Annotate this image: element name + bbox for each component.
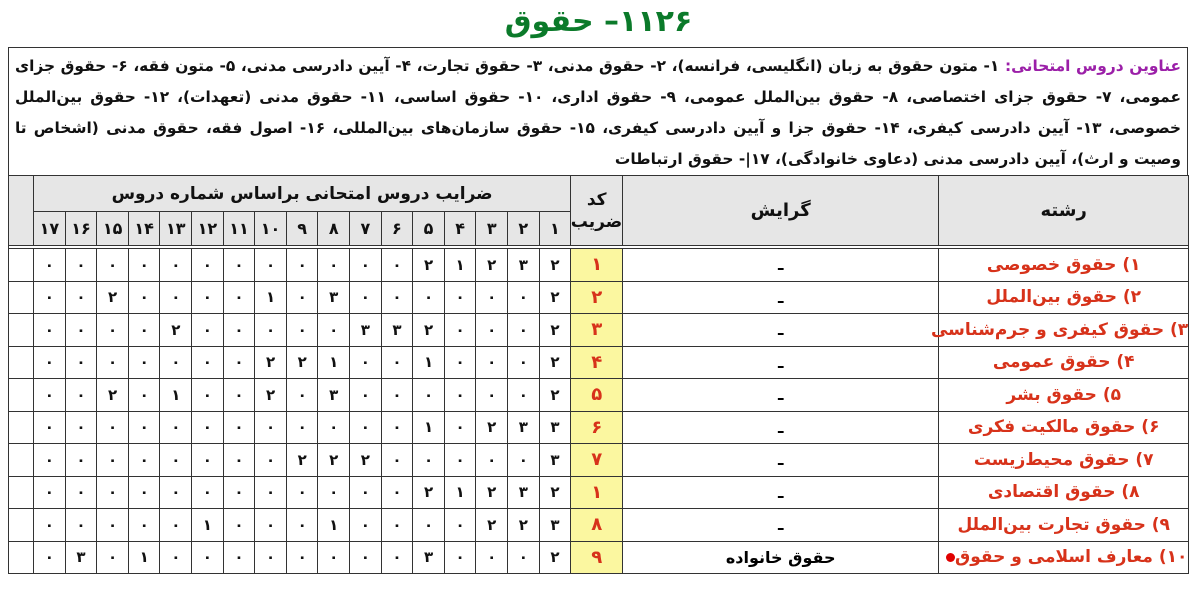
coef-cell-7: ٠ bbox=[350, 476, 382, 509]
field-name bbox=[930, 314, 1189, 347]
table-row bbox=[9, 379, 1189, 412]
coef-cell-2: ۳ bbox=[508, 249, 540, 282]
coef-cell-7: ٠ bbox=[350, 411, 382, 444]
intro-text: ۱- متون حقوق به زبان (انگلیسی، فرانسه)، ۲- حقوق مدنی، ۳- حقوق تجارت، ۴- آیین دادرسی مدنی، ۵- متون فقه، ۶- حقوق جزای عمومی، ۷- حقوق جزای اختصاصی، ۸- حقوق بین‌الملل عمومی، ۹- حقوق اداری، ۱۰- حقوق اساسی، ۱۱- حقوق مدنی (تعهدات)، ۱۲- حقوق بین‌الملل خصوصی، ۱۳- آیین دادرسی کیفری، ۱۴- حقوق جزا و آیین دادرسی کیفری، ۱۵- حقوق سازمان‌های بین‌المللی، ۱۶- اصول فقه، حقوق مدنی (اشخاص تا وصیت و ارث)، آیین دادرسی مدنی (دعاوی خانوادگی)، ۱۷|- حقوق ارتباطات bbox=[15, 57, 1181, 168]
coef-cell-5: ٠ bbox=[413, 444, 445, 477]
coef-cell-5: ۱ bbox=[413, 346, 445, 379]
coef-cell-11: ٠ bbox=[223, 444, 255, 477]
coef-cell-7: ٠ bbox=[350, 379, 382, 412]
branch-name: ـ bbox=[623, 444, 939, 477]
table-row bbox=[9, 346, 1189, 379]
coef-cell-4: ٠ bbox=[444, 444, 476, 477]
exam-courses-intro bbox=[8, 47, 1188, 175]
course-number-6: ۶ bbox=[381, 212, 413, 246]
branch-name: ـ bbox=[623, 346, 939, 379]
coef-cell-13: ۱ bbox=[160, 379, 192, 412]
coef-cell-4: ٠ bbox=[444, 411, 476, 444]
coef-cell-3: ٠ bbox=[476, 314, 508, 347]
empty-cell bbox=[9, 411, 34, 444]
coef-cell-9: ٠ bbox=[286, 314, 318, 347]
course-number-17: ۱۷ bbox=[34, 212, 66, 246]
coef-cell-6: ۳ bbox=[381, 314, 413, 347]
coef-cell-8: ٠ bbox=[318, 411, 350, 444]
coef-cell-4: ۱ bbox=[444, 476, 476, 509]
coef-cell-6: ٠ bbox=[381, 444, 413, 477]
header-empty bbox=[9, 176, 34, 246]
coef-cell-5: ۲ bbox=[413, 249, 445, 282]
coef-cell-9: ۲ bbox=[286, 444, 318, 477]
table-row bbox=[9, 411, 1189, 444]
coef-cell-15: ۲ bbox=[97, 379, 129, 412]
coef-cell-9: ٠ bbox=[286, 379, 318, 412]
coef-cell-11: ٠ bbox=[223, 379, 255, 412]
coef-cell-4: ٠ bbox=[444, 379, 476, 412]
coef-cell-16: ٠ bbox=[65, 476, 97, 509]
field-name-text: ۳) حقوق کیفری و جرم‌شناسی bbox=[930, 319, 1189, 340]
coef-cell-2: ۳ bbox=[508, 476, 540, 509]
course-number-16: ۱۶ bbox=[65, 212, 97, 246]
empty-cell bbox=[9, 476, 34, 509]
coef-cell-5: ۲ bbox=[413, 476, 445, 509]
coef-cell-5: ٠ bbox=[413, 379, 445, 412]
coef-cell-9: ٠ bbox=[286, 541, 318, 574]
coef-cell-13: ٠ bbox=[160, 509, 192, 542]
field-name-text: ۱) حقوق خصوصی bbox=[986, 254, 1141, 275]
coef-cell-3: ٠ bbox=[476, 444, 508, 477]
coef-cell-16: ٠ bbox=[65, 249, 97, 282]
coef-cell-2: ۲ bbox=[508, 509, 540, 542]
coef-cell-15: ٠ bbox=[97, 314, 129, 347]
coef-cell-16: ٠ bbox=[65, 444, 97, 477]
coef-cell-9: ٠ bbox=[286, 249, 318, 282]
coef-cell-7: ٠ bbox=[350, 346, 382, 379]
coef-cell-11: ٠ bbox=[223, 476, 255, 509]
coef-cell-4: ۱ bbox=[444, 249, 476, 282]
course-number-8: ۸ bbox=[318, 212, 350, 246]
header-coefficients: ضرایب دروس امتحانی براساس شماره دروس bbox=[34, 176, 571, 212]
coef-cell-3: ۲ bbox=[476, 509, 508, 542]
coef-cell-14: ٠ bbox=[128, 379, 160, 412]
empty-cell bbox=[9, 509, 34, 542]
field-name bbox=[939, 379, 1189, 412]
coef-cell-17: ٠ bbox=[34, 411, 66, 444]
coef-cell-2: ٠ bbox=[508, 281, 540, 314]
course-number-3: ۳ bbox=[476, 212, 508, 246]
coef-cell-10: ۲ bbox=[255, 346, 287, 379]
coef-cell-13: ٠ bbox=[160, 476, 192, 509]
coef-cell-8: ۳ bbox=[318, 281, 350, 314]
table-row bbox=[9, 509, 1189, 542]
empty-cell bbox=[9, 281, 34, 314]
coef-code: ۵ bbox=[571, 379, 623, 412]
coef-cell-8: ۳ bbox=[318, 379, 350, 412]
table-row bbox=[9, 476, 1189, 509]
field-name-text: ۷) حقوق محیط‌زیست bbox=[973, 449, 1154, 470]
field-name-text: ۶) حقوق مالکیت فکری bbox=[967, 417, 1160, 438]
table-row bbox=[9, 444, 1189, 477]
coef-cell-10: ٠ bbox=[255, 249, 287, 282]
branch-name: ـ bbox=[623, 411, 939, 444]
coef-cell-6: ٠ bbox=[381, 411, 413, 444]
header-field: رشته bbox=[939, 176, 1189, 246]
course-number-4: ۴ bbox=[444, 212, 476, 246]
coef-cell-15: ٠ bbox=[97, 476, 129, 509]
coef-cell-3: ۲ bbox=[476, 411, 508, 444]
empty-cell bbox=[9, 346, 34, 379]
branch-name: ـ bbox=[623, 509, 939, 542]
coef-cell-15: ٠ bbox=[97, 249, 129, 282]
coef-cell-7: ۳ bbox=[350, 314, 382, 347]
coef-cell-8: ۲ bbox=[318, 444, 350, 477]
coef-cell-14: ٠ bbox=[128, 346, 160, 379]
header-branch: گرایش bbox=[623, 176, 939, 246]
coef-cell-10: ٠ bbox=[255, 476, 287, 509]
coef-cell-17: ٠ bbox=[34, 444, 66, 477]
coef-cell-3: ٠ bbox=[476, 541, 508, 574]
coef-cell-14: ۱ bbox=[128, 541, 160, 574]
coef-cell-6: ٠ bbox=[381, 379, 413, 412]
course-number-2: ۲ bbox=[508, 212, 540, 246]
coef-cell-11: ٠ bbox=[223, 249, 255, 282]
coef-cell-2: ٠ bbox=[508, 314, 540, 347]
course-number-9: ۹ bbox=[286, 212, 318, 246]
empty-cell bbox=[9, 314, 34, 347]
coef-cell-1: ۳ bbox=[539, 444, 571, 477]
coef-cell-14: ٠ bbox=[128, 509, 160, 542]
coef-cell-15: ٠ bbox=[97, 444, 129, 477]
coef-cell-9: ٠ bbox=[286, 411, 318, 444]
coef-cell-7: ۲ bbox=[350, 444, 382, 477]
field-name bbox=[939, 444, 1189, 477]
branch-name: ـ bbox=[623, 314, 939, 347]
coef-cell-4: ٠ bbox=[444, 541, 476, 574]
coef-cell-2: ٠ bbox=[508, 346, 540, 379]
coef-cell-8: ۱ bbox=[318, 509, 350, 542]
coef-cell-14: ٠ bbox=[128, 411, 160, 444]
branch-name: ـ bbox=[623, 249, 939, 282]
coef-code: ۴ bbox=[571, 346, 623, 379]
coef-cell-10: ٠ bbox=[255, 411, 287, 444]
coef-cell-11: ٠ bbox=[223, 346, 255, 379]
course-number-7: ۷ bbox=[350, 212, 382, 246]
coef-cell-4: ٠ bbox=[444, 509, 476, 542]
coef-cell-13: ٠ bbox=[160, 541, 192, 574]
coef-cell-12: ٠ bbox=[192, 379, 224, 412]
coef-cell-6: ٠ bbox=[381, 509, 413, 542]
coefficients-table bbox=[8, 175, 1189, 574]
coef-cell-14: ٠ bbox=[128, 314, 160, 347]
table-row bbox=[9, 314, 1189, 347]
coef-cell-11: ٠ bbox=[223, 509, 255, 542]
coef-cell-17: ٠ bbox=[34, 379, 66, 412]
coef-cell-14: ٠ bbox=[128, 281, 160, 314]
coef-cell-10: ۱ bbox=[255, 281, 287, 314]
coef-cell-4: ٠ bbox=[444, 314, 476, 347]
coef-cell-10: ٠ bbox=[255, 444, 287, 477]
coef-cell-4: ٠ bbox=[444, 346, 476, 379]
field-name bbox=[939, 249, 1189, 282]
coef-cell-17: ٠ bbox=[34, 281, 66, 314]
coef-cell-7: ٠ bbox=[350, 541, 382, 574]
coef-cell-1: ۲ bbox=[539, 281, 571, 314]
branch-name: حقوق خانواده bbox=[623, 541, 939, 574]
field-name bbox=[939, 346, 1189, 379]
field-name-text: ۴) حقوق عمومی bbox=[992, 352, 1135, 373]
field-name bbox=[939, 476, 1189, 509]
coef-cell-17: ٠ bbox=[34, 541, 66, 574]
branch-name: ـ bbox=[623, 281, 939, 314]
coef-cell-9: ۲ bbox=[286, 346, 318, 379]
coef-cell-16: ۳ bbox=[65, 541, 97, 574]
coef-cell-13: ٠ bbox=[160, 444, 192, 477]
intro-label: عناوین دروس امتحانی: bbox=[1004, 57, 1181, 75]
coef-cell-3: ٠ bbox=[476, 379, 508, 412]
red-dot-icon bbox=[946, 553, 955, 562]
coef-cell-6: ٠ bbox=[381, 249, 413, 282]
coef-cell-12: ٠ bbox=[192, 281, 224, 314]
coef-cell-4: ٠ bbox=[444, 281, 476, 314]
coef-cell-10: ٠ bbox=[255, 314, 287, 347]
coef-cell-15: ٠ bbox=[97, 541, 129, 574]
coef-cell-3: ۲ bbox=[476, 476, 508, 509]
coef-cell-1: ۳ bbox=[539, 509, 571, 542]
coef-cell-2: ٠ bbox=[508, 444, 540, 477]
coef-cell-1: ۲ bbox=[539, 346, 571, 379]
course-number-12: ۱۲ bbox=[192, 212, 224, 246]
coef-cell-11: ٠ bbox=[223, 541, 255, 574]
coef-cell-17: ٠ bbox=[34, 314, 66, 347]
course-number-14: ۱۴ bbox=[128, 212, 160, 246]
course-number-11: ۱۱ bbox=[223, 212, 255, 246]
empty-cell bbox=[9, 249, 34, 282]
coef-code: ۹ bbox=[571, 541, 623, 574]
coef-cell-5: ٠ bbox=[413, 509, 445, 542]
field-name-text: ۵) حقوق بشر bbox=[1006, 384, 1121, 405]
coef-cell-8: ۱ bbox=[318, 346, 350, 379]
field-name bbox=[939, 509, 1189, 542]
coef-cell-12: ٠ bbox=[192, 249, 224, 282]
coef-cell-12: ٠ bbox=[192, 314, 224, 347]
coef-cell-8: ٠ bbox=[318, 314, 350, 347]
coef-cell-16: ٠ bbox=[65, 379, 97, 412]
coef-cell-13: ۲ bbox=[160, 314, 192, 347]
header-code: کد ضریب bbox=[571, 176, 623, 246]
coef-cell-1: ۳ bbox=[539, 411, 571, 444]
coef-cell-2: ٠ bbox=[508, 541, 540, 574]
coef-cell-16: ٠ bbox=[65, 281, 97, 314]
coef-cell-17: ٠ bbox=[34, 346, 66, 379]
empty-cell bbox=[9, 444, 34, 477]
coef-cell-6: ٠ bbox=[381, 346, 413, 379]
coef-cell-1: ۲ bbox=[539, 476, 571, 509]
coef-cell-1: ۲ bbox=[539, 249, 571, 282]
coef-code: ۱ bbox=[571, 476, 623, 509]
coef-cell-1: ۲ bbox=[539, 541, 571, 574]
coef-code: ۷ bbox=[571, 444, 623, 477]
course-number-10: ۱۰ bbox=[255, 212, 287, 246]
coef-code: ۶ bbox=[571, 411, 623, 444]
coef-cell-6: ٠ bbox=[381, 476, 413, 509]
coef-cell-17: ٠ bbox=[34, 476, 66, 509]
empty-cell bbox=[9, 379, 34, 412]
coef-cell-5: ۳ bbox=[413, 541, 445, 574]
branch-name: ـ bbox=[623, 476, 939, 509]
coef-code: ۸ bbox=[571, 509, 623, 542]
coef-cell-5: ۱ bbox=[413, 411, 445, 444]
coef-cell-17: ٠ bbox=[34, 509, 66, 542]
coef-cell-12: ۱ bbox=[192, 509, 224, 542]
coef-cell-7: ٠ bbox=[350, 249, 382, 282]
coef-cell-12: ٠ bbox=[192, 346, 224, 379]
table-row bbox=[9, 541, 1189, 574]
course-number-5: ۵ bbox=[413, 212, 445, 246]
coef-cell-7: ٠ bbox=[350, 281, 382, 314]
table-row bbox=[9, 281, 1189, 314]
coef-cell-9: ٠ bbox=[286, 281, 318, 314]
coef-cell-9: ٠ bbox=[286, 476, 318, 509]
coef-cell-10: ٠ bbox=[255, 541, 287, 574]
coef-cell-1: ۲ bbox=[539, 314, 571, 347]
coef-cell-16: ٠ bbox=[65, 509, 97, 542]
coef-cell-5: ٠ bbox=[413, 281, 445, 314]
coef-cell-12: ٠ bbox=[192, 411, 224, 444]
coef-cell-13: ٠ bbox=[160, 249, 192, 282]
coef-cell-11: ٠ bbox=[223, 314, 255, 347]
coef-cell-2: ٠ bbox=[508, 379, 540, 412]
coef-cell-17: ٠ bbox=[34, 249, 66, 282]
field-name-text: ۸) حقوق اقتصادی bbox=[987, 482, 1140, 503]
branch-name: ـ bbox=[623, 379, 939, 412]
field-name-text: ۹) حقوق تجارت بین‌الملل bbox=[957, 514, 1170, 535]
coef-cell-8: ٠ bbox=[318, 541, 350, 574]
coef-cell-8: ٠ bbox=[318, 476, 350, 509]
coef-cell-16: ٠ bbox=[65, 411, 97, 444]
field-name bbox=[939, 541, 1189, 574]
course-number-13: ۱۳ bbox=[160, 212, 192, 246]
coef-cell-13: ٠ bbox=[160, 281, 192, 314]
empty-cell bbox=[9, 541, 34, 574]
coef-cell-6: ٠ bbox=[381, 541, 413, 574]
coef-cell-15: ٠ bbox=[97, 411, 129, 444]
coef-code: ۱ bbox=[571, 249, 623, 282]
coef-cell-12: ٠ bbox=[192, 541, 224, 574]
coef-cell-9: ٠ bbox=[286, 509, 318, 542]
course-number-15: ۱۵ bbox=[97, 212, 129, 246]
page-title: ۱۱۲۶– حقوق bbox=[504, 4, 693, 39]
coef-cell-13: ٠ bbox=[160, 411, 192, 444]
coef-cell-10: ۲ bbox=[255, 379, 287, 412]
coef-cell-1: ۲ bbox=[539, 379, 571, 412]
coef-cell-2: ۳ bbox=[508, 411, 540, 444]
coef-cell-10: ٠ bbox=[255, 509, 287, 542]
course-number-1: ۱ bbox=[539, 212, 571, 246]
field-name bbox=[939, 281, 1189, 314]
field-name-text: ۱۰) معارف اسلامی و حقوق bbox=[955, 547, 1188, 568]
coef-cell-11: ٠ bbox=[223, 411, 255, 444]
coef-cell-14: ٠ bbox=[128, 476, 160, 509]
coef-cell-8: ٠ bbox=[318, 249, 350, 282]
coef-cell-11: ٠ bbox=[223, 281, 255, 314]
coef-cell-3: ٠ bbox=[476, 346, 508, 379]
coef-cell-14: ٠ bbox=[128, 249, 160, 282]
coef-cell-3: ٠ bbox=[476, 281, 508, 314]
coef-cell-12: ٠ bbox=[192, 476, 224, 509]
table-row bbox=[9, 249, 1189, 282]
coef-cell-3: ۲ bbox=[476, 249, 508, 282]
field-name bbox=[939, 411, 1189, 444]
coef-cell-15: ۲ bbox=[97, 281, 129, 314]
field-name-text: ۲) حقوق بین‌الملل bbox=[986, 287, 1142, 308]
coef-code: ۲ bbox=[571, 281, 623, 314]
coef-cell-6: ٠ bbox=[381, 281, 413, 314]
coef-cell-14: ٠ bbox=[128, 444, 160, 477]
coef-cell-7: ٠ bbox=[350, 509, 382, 542]
coef-cell-16: ٠ bbox=[65, 346, 97, 379]
coef-cell-12: ٠ bbox=[192, 444, 224, 477]
coef-cell-15: ٠ bbox=[97, 346, 129, 379]
coef-cell-5: ۲ bbox=[413, 314, 445, 347]
coef-cell-13: ٠ bbox=[160, 346, 192, 379]
coef-code: ۳ bbox=[571, 314, 623, 347]
coef-cell-16: ٠ bbox=[65, 314, 97, 347]
coef-cell-15: ٠ bbox=[97, 509, 129, 542]
